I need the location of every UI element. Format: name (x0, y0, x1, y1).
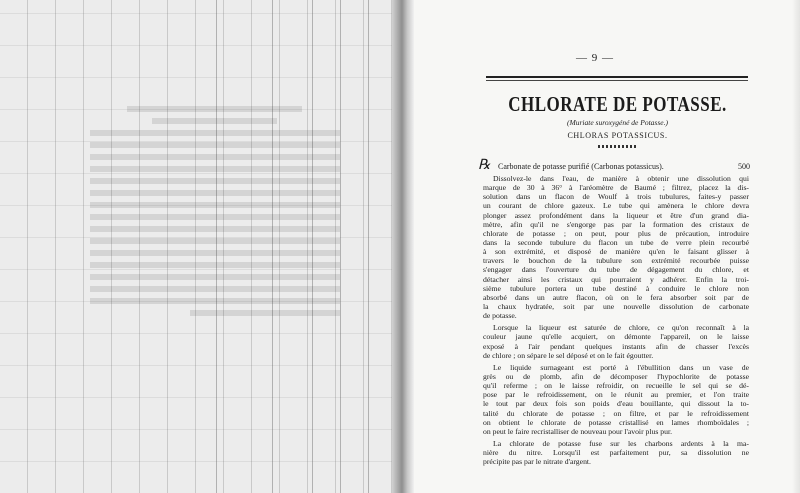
paragraph (483, 439, 749, 466)
text-line: dans la seconde tubulure du flacon un tube de verre plein recourbé (483, 237, 749, 247)
text-line: solution dans un flacon de Woulf à trois tubulures, faites-y passer (483, 192, 749, 202)
text-line: La chlorate de potasse fuse sur les charbons ardents à la ma- (493, 438, 749, 448)
text-line: à son extrémité, et disposé de manière qu'en le faisant glisser à (483, 247, 749, 257)
text-line: Dissolvez-le dans l'eau, de manière à obtenir une dissolution qui (493, 174, 749, 183)
text-line: chlorate de potasse ; on peut, pour plus de précaution, introduire (483, 228, 749, 238)
page-subtitle: (Muriate suroxygéné de Potasse.) (567, 118, 668, 127)
paragraph (483, 174, 749, 320)
text-line: grès ou de plomb, afin de décomposer l'hypochlorite de potasse (483, 371, 749, 381)
text-line: de chlore ; on sépare le sel déposé et on le fait égoutter. (483, 350, 654, 360)
text-line: sième tubulure portera un tube destiné à conduire le chlore non (483, 283, 749, 293)
text-line: détacher ainsi les cristaux qui pourraient y adhérer. Enfin la troi- (483, 274, 749, 284)
page-number: — 9 — (576, 52, 614, 64)
text-line: Le liquide surnageant est porté à l'ébullition dans un vase de (493, 362, 749, 372)
header-rule (486, 76, 748, 78)
text-line: de potasse. (483, 311, 517, 321)
text-line: plonger assez profondément dans la liqueur et être d'un grand dia- (483, 210, 749, 220)
text-line: marque de 30 à 36° à l'aréomètre de Baumé ; filtrez, placez la dis- (483, 183, 749, 193)
ledger-column-line (368, 0, 369, 493)
body-text (483, 174, 749, 466)
text-line: le tout par deux fois son poids d'eau bouillante, qui dissout la to- (483, 399, 749, 409)
text-line: on obtient le chlorate de potasse cristallisé en lames rhomboïdales ; (483, 417, 749, 427)
page-title: CHLORATE DE POTASSE. (508, 92, 727, 116)
ornament-divider (598, 145, 638, 148)
text-line: un courant de chlore gazeux. Le tube qui amènera le chlore devra (483, 201, 749, 211)
book-gutter (392, 0, 414, 493)
text-line: nière du nitre. Lorsqu'il est parfaitement pur, sa dissolution ne (483, 448, 749, 458)
paragraph (483, 323, 749, 360)
page-edge (792, 0, 800, 493)
text-line: talité du chlorate de potasse ; on filtre, et par le refroidissement (483, 408, 749, 418)
text-line: on peut le faire recristalliser de nouveau pour l'avoir plus pur. (483, 426, 673, 436)
recipe-icon: ℞ (478, 158, 491, 173)
text-line: qu'il referme ; on le laisse refroidir, on recueille le sel qui se dé- (483, 381, 749, 391)
paragraph (483, 363, 749, 436)
ingredient-line: Carbonate de potasse purifié (Carbonas potassicus). (498, 162, 664, 171)
text-line: s'engager dans l'ouverture du tube de dégagement du chlore, et (483, 265, 749, 275)
latin-name: CHLORAS POTASSICUS. (567, 131, 668, 140)
text-line: pose par le refroidissement, on le réunit au premier, et l'on traite (483, 390, 749, 400)
text-line: travers le bouchon de la tubulure son extrémité recourbée puisse (483, 256, 749, 266)
header-rule-thin (486, 80, 748, 81)
text-line: la chaux hydratée, soit par une nouvelle dissolution de carbonate (483, 301, 749, 311)
text-line: exposé à l'air pendant quelques instants afin de chasser l'excès (483, 341, 749, 351)
text-line: couleur jaune qu'elle acquiert, on démonte l'appareil, on le laisse (483, 332, 749, 342)
show-through-text (90, 88, 340, 408)
text-line: Lorsque la liqueur est saturée de chlore, ce qu'on reconnaît à la (493, 323, 749, 333)
text-line: précipite pas par le nitrate d'argent. (483, 457, 591, 467)
text-line: mètre, afin qu'il ne s'engorge pas par la formation des cristaux de (483, 219, 749, 229)
ledger-column-line (340, 0, 341, 493)
ingredient-quantity: 500 (738, 162, 750, 171)
text-line: absorbé dans un autre flacon, où on le fera absorber soit par de (483, 292, 749, 302)
